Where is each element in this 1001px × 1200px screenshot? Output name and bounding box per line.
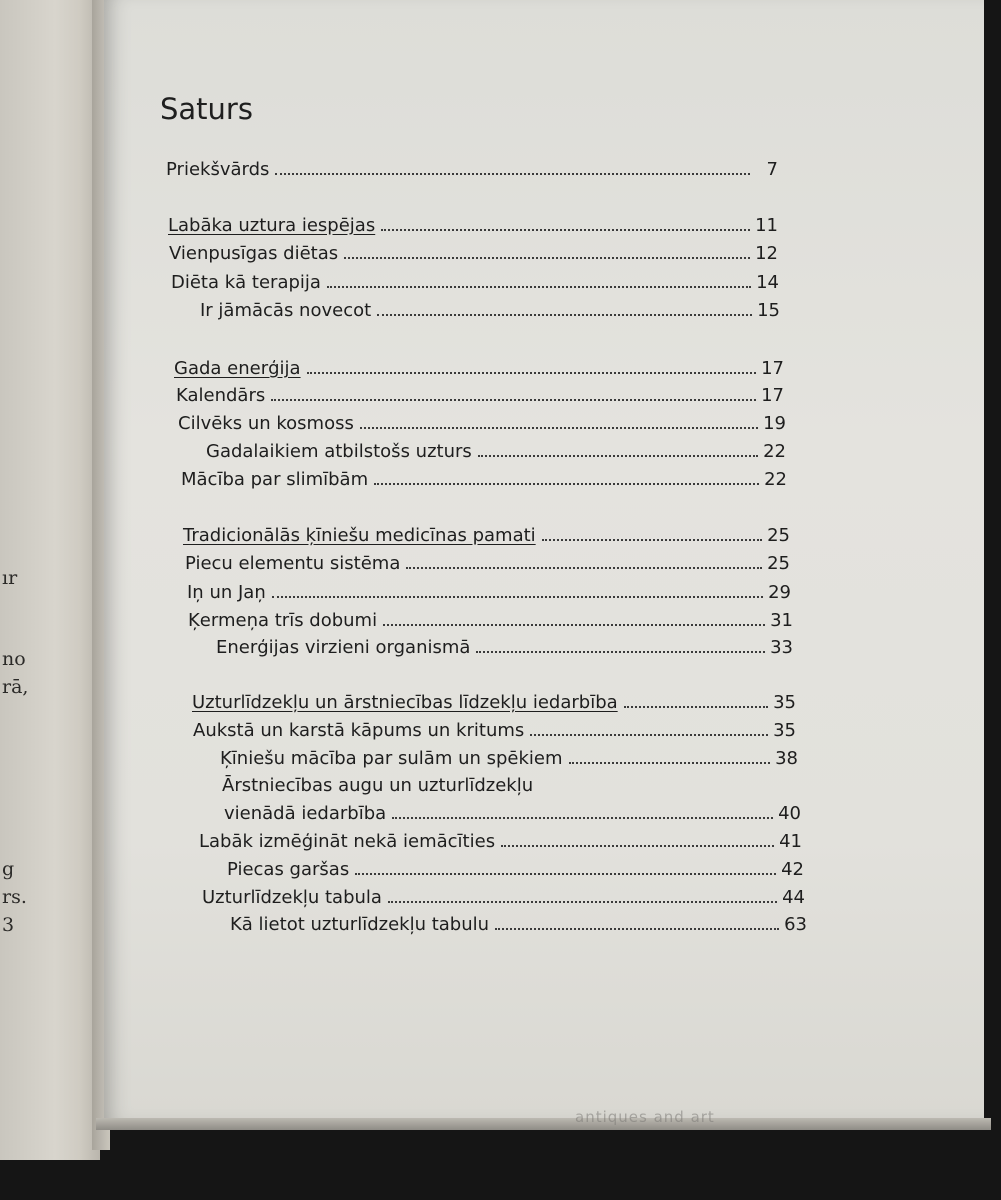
toc-entry xyxy=(188,610,793,632)
toc-entry-label: Labāk izmēģināt nekā iemācīties xyxy=(199,831,496,852)
toc-entry-label: Ķīniešu mācība par sulām un spēkiem xyxy=(220,748,563,769)
toc-entry xyxy=(169,243,778,265)
toc-entry xyxy=(185,553,790,575)
toc-entry-label: Priekšvārds xyxy=(166,159,270,180)
toc-entry xyxy=(227,859,804,881)
toc-entry xyxy=(193,720,796,742)
toc-section-heading: Uzturlīdzekļu un ārstniecības līdzekļu iedarbība xyxy=(192,692,618,713)
toc-entry-page: 31 xyxy=(770,610,793,631)
toc-entry-label: Mācība par slimībām xyxy=(181,469,369,490)
toc-entry xyxy=(174,358,784,380)
page-title: Saturs xyxy=(160,92,253,126)
page-edge xyxy=(96,1118,991,1130)
toc-entry xyxy=(181,469,787,491)
watermark: antiques and art xyxy=(575,1108,715,1126)
toc-entry xyxy=(230,914,807,936)
dot-leader xyxy=(271,399,756,401)
toc-section-heading: Labāka uztura iespējas xyxy=(168,215,376,236)
dot-leader xyxy=(406,567,762,569)
toc-entry-page: 17 xyxy=(761,385,784,406)
dot-leader xyxy=(530,734,768,736)
toc-entry-label: Kā lietot uzturlīdzekļu tabulu xyxy=(230,914,490,935)
toc-entry xyxy=(202,887,805,909)
toc-entry-page: 7 xyxy=(766,159,778,180)
toc-entry-page: 22 xyxy=(764,469,787,490)
toc-entry xyxy=(183,525,790,547)
toc-entry-page: 63 xyxy=(784,914,807,935)
dot-leader xyxy=(392,817,773,819)
dot-leader xyxy=(355,873,776,875)
toc-entry xyxy=(166,159,778,181)
toc-entry xyxy=(199,831,802,853)
toc-entry xyxy=(192,692,796,714)
dot-leader xyxy=(624,706,768,708)
toc-entry xyxy=(178,413,786,435)
toc-entry xyxy=(220,748,798,770)
toc-entry-label: Iņ un Jaņ xyxy=(187,582,266,603)
dot-leader xyxy=(360,427,758,429)
dot-leader xyxy=(307,372,756,374)
toc-entry-page: 14 xyxy=(756,272,779,293)
dot-leader xyxy=(542,539,762,541)
toc-entry-page: 15 xyxy=(757,300,780,321)
toc-entry-label: Piecu elementu sistēma xyxy=(185,553,401,574)
dot-leader xyxy=(344,257,750,259)
toc-entry xyxy=(200,300,780,322)
dot-leader xyxy=(327,286,751,288)
toc-entry-page: 38 xyxy=(775,748,798,769)
toc-entry-page: 40 xyxy=(778,803,801,824)
toc-entry xyxy=(187,582,791,604)
toc-entry-page: 35 xyxy=(773,720,796,741)
toc-entry-page: 19 xyxy=(763,413,786,434)
toc-entry-label: Gadalaikiem atbilstošs uzturs xyxy=(206,441,472,462)
toc-section-heading: Gada enerģija xyxy=(174,358,301,379)
toc-entry-label: Aukstā un karstā kāpums un kritums xyxy=(193,720,525,741)
toc-entry-label: Cilvēks un kosmoss xyxy=(178,413,354,434)
toc-entry xyxy=(224,803,801,825)
toc-entry-label: Ir jāmācās novecot xyxy=(200,300,372,321)
dot-leader xyxy=(569,762,770,764)
toc-entry-label: Uzturlīdzekļu tabula xyxy=(202,887,382,908)
toc-entry-label: vienādā iedarbība xyxy=(224,803,387,824)
toc-entry-page: 12 xyxy=(755,243,778,264)
toc-entry-label: Diēta kā terapija xyxy=(171,272,321,293)
left-page-fragment: 3 xyxy=(2,914,15,936)
left-page-fragment: rs. xyxy=(2,886,27,908)
toc-entry-page: 25 xyxy=(767,525,790,546)
toc-section-heading: Tradicionālās ķīniešu medicīnas pamati xyxy=(183,525,536,546)
toc-entry-page: 35 xyxy=(773,692,796,713)
dot-leader xyxy=(377,314,752,316)
toc-entry-page: 41 xyxy=(779,831,802,852)
toc-entry-label: Ķermeņa trīs dobumi xyxy=(188,610,378,631)
dot-leader xyxy=(381,229,750,231)
left-page-fragment: rā, xyxy=(2,676,29,698)
toc-entry xyxy=(176,385,784,407)
toc-entry-page: 17 xyxy=(761,358,784,379)
toc-entry-page: 11 xyxy=(755,215,778,236)
toc-entry-label: Kalendārs xyxy=(176,385,266,406)
dot-leader xyxy=(495,928,779,930)
toc-entry-page: 42 xyxy=(781,859,804,880)
dot-leader xyxy=(478,455,758,457)
dot-leader xyxy=(374,483,759,485)
toc-entry-page: 33 xyxy=(770,637,793,658)
toc-entry-page: 44 xyxy=(782,887,805,908)
toc-entry-label: Piecas garšas xyxy=(227,859,350,880)
dot-leader xyxy=(275,173,750,175)
toc-entry-label: Vienpusīgas diētas xyxy=(169,243,339,264)
toc-entry xyxy=(216,637,793,659)
dot-leader xyxy=(388,901,777,903)
dot-leader xyxy=(501,845,774,847)
left-page-fragment: g xyxy=(2,858,15,880)
dot-leader xyxy=(383,624,765,626)
toc-entry-page: 29 xyxy=(768,582,791,603)
toc-entry-page: 22 xyxy=(763,441,786,462)
toc-entry-label: Enerģijas virzieni organismā xyxy=(216,637,471,658)
toc-entry-label: Ārstniecības augu un uzturlīdzekļu xyxy=(222,775,534,796)
toc-entry-page: 25 xyxy=(767,553,790,574)
toc-entry xyxy=(171,272,779,294)
left-page-fragment: no xyxy=(2,648,26,670)
toc-entry xyxy=(206,441,786,463)
dot-leader xyxy=(476,651,765,653)
left-page-fragment: ır xyxy=(2,567,18,589)
dot-leader xyxy=(272,596,763,598)
toc-entry xyxy=(168,215,778,237)
